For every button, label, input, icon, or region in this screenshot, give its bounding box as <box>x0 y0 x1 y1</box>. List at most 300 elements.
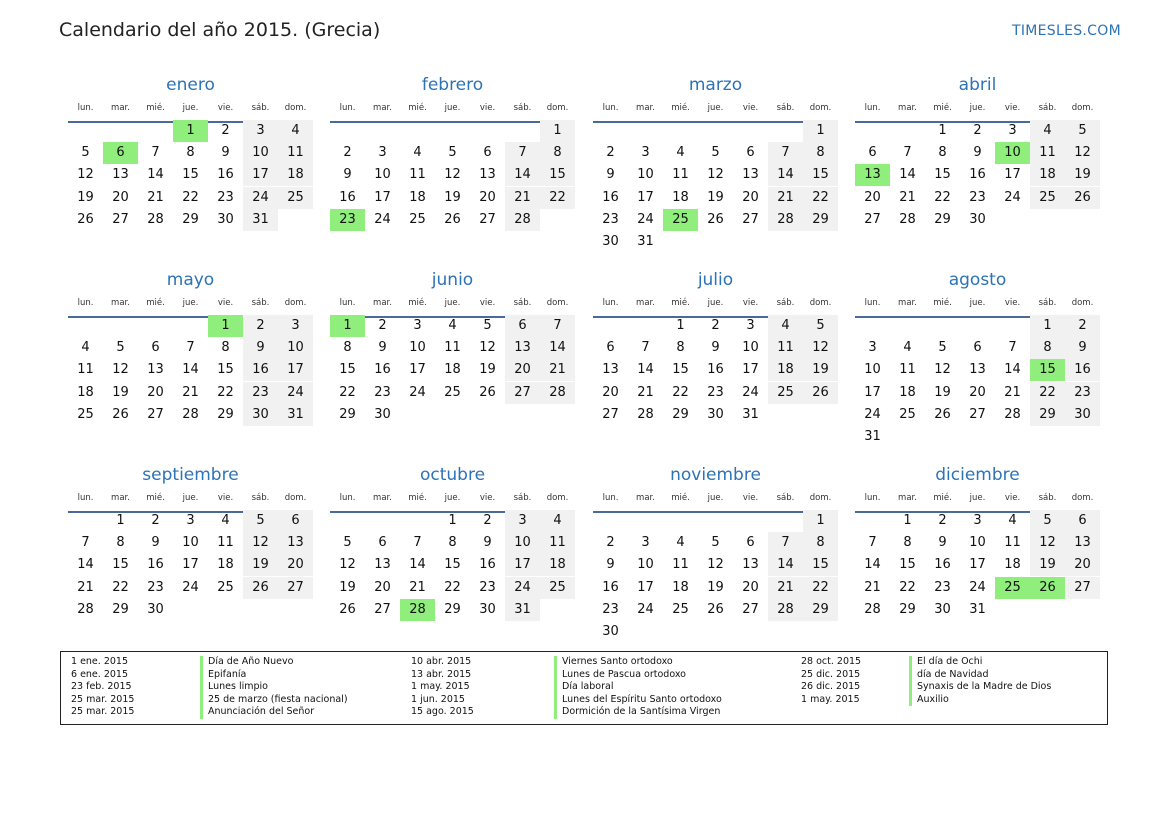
weekday-label: sáb. <box>776 493 795 503</box>
day-cell: 5 <box>448 145 457 161</box>
day-cell: 24 <box>409 384 426 400</box>
day-cell: 26 <box>803 382 838 404</box>
day-cell: 8 <box>540 142 575 164</box>
day-cell: 1 <box>903 513 912 528</box>
day-cell: 4 <box>81 340 90 356</box>
day-cell: 24 <box>637 601 654 617</box>
legend-holiday-name: Synaxis de la Madre de Dios <box>917 681 1052 692</box>
day-cell: 18 <box>217 557 234 573</box>
day-cell: 17 <box>505 554 540 576</box>
day-cell: 16 <box>339 189 356 205</box>
weekday-label: vie. <box>1004 298 1021 308</box>
day-cell: 17 <box>969 557 986 573</box>
day-cell: 25 <box>444 384 461 400</box>
month-noviembre <box>593 463 838 648</box>
day-cell: 11 <box>278 142 313 164</box>
day-cell: 19 <box>112 384 129 400</box>
weekday-label: sáb. <box>1038 493 1057 503</box>
day-cell: 8 <box>676 340 685 356</box>
day-cell: 31 <box>243 209 278 231</box>
legend-date: 10 abr. 2015 <box>411 656 472 667</box>
day-cell: 24 <box>505 577 540 599</box>
day-cell: 7 <box>1008 340 1017 356</box>
day-cell: 24 <box>1004 189 1021 205</box>
day-cell: 5 <box>711 535 720 551</box>
day-cell: 22 <box>803 187 838 209</box>
month-name: mayo <box>166 270 215 290</box>
weekday-label: vie. <box>742 103 759 113</box>
day-cell: 18 <box>768 359 803 381</box>
day-cell: 14 <box>409 557 426 573</box>
day-cell: 13 <box>479 167 496 183</box>
day-cell: 15 <box>934 167 951 183</box>
day-cell: 16 <box>707 362 724 378</box>
day-cell: 5 <box>243 510 278 532</box>
weekday-label: dom. <box>284 298 307 308</box>
day-cell: 21 <box>768 577 803 599</box>
legend-names-col-1 <box>200 656 348 719</box>
day-cell: 5 <box>81 145 90 161</box>
weekday-label: sáb. <box>251 103 270 113</box>
day-cell: 31 <box>742 406 759 422</box>
day-cell: 20 <box>278 554 313 576</box>
day-cell: 27 <box>479 211 496 227</box>
weekday-label: dom. <box>546 298 569 308</box>
day-cell: 1 <box>116 513 125 528</box>
day-cell: 12 <box>1065 142 1100 164</box>
day-cell: 19 <box>479 362 496 378</box>
month-name: enero <box>166 75 215 95</box>
day-cell: 14 <box>768 164 803 186</box>
day-cell: 28 <box>77 601 94 617</box>
day-cell: 3 <box>973 513 982 528</box>
day-cell: 25 <box>409 211 426 227</box>
day-cell: 13 <box>602 362 619 378</box>
day-cell: 26 <box>707 601 724 617</box>
day-cell: 30 <box>934 601 951 617</box>
holiday-day-cell: 26 <box>1030 577 1065 599</box>
day-cell: 29 <box>899 601 916 617</box>
day-cell: 26 <box>112 406 129 422</box>
day-cell: 29 <box>803 209 838 231</box>
day-cell: 24 <box>969 579 986 595</box>
day-cell: 27 <box>112 211 129 227</box>
day-cell: 19 <box>444 189 461 205</box>
day-cell: 20 <box>602 384 619 400</box>
day-cell: 1 <box>540 120 575 142</box>
day-cell: 18 <box>1004 557 1021 573</box>
day-cell: 10 <box>243 142 278 164</box>
day-cell: 22 <box>182 189 199 205</box>
day-cell: 18 <box>899 384 916 400</box>
day-cell: 13 <box>742 557 759 573</box>
weekday-label: sáb. <box>251 493 270 503</box>
day-cell: 20 <box>112 189 129 205</box>
day-cell: 3 <box>278 315 313 337</box>
day-cell: 9 <box>151 535 160 551</box>
day-cell: 26 <box>1065 187 1100 209</box>
weekday-label: vie. <box>217 493 234 503</box>
day-cell: 5 <box>116 340 125 356</box>
legend-holiday-name: día de Navidad <box>917 668 989 680</box>
day-cell: 5 <box>938 340 947 356</box>
day-cell: 23 <box>479 579 496 595</box>
day-cell: 5 <box>343 535 352 551</box>
weekday-label: jue. <box>707 298 724 308</box>
day-cell: 23 <box>217 189 234 205</box>
weekday-label: lun. <box>602 103 619 113</box>
day-cell: 12 <box>1030 532 1065 554</box>
day-cell: 15 <box>182 167 199 183</box>
day-cell: 23 <box>707 384 724 400</box>
day-cell: 27 <box>742 601 759 617</box>
weekday-label: mié. <box>408 493 427 503</box>
weekday-label: mar. <box>111 493 130 503</box>
day-cell: 2 <box>343 145 352 161</box>
day-cell: 14 <box>505 164 540 186</box>
day-cell: 17 <box>374 189 391 205</box>
legend-holiday-name: 25 de marzo (fiesta nacional) <box>208 693 348 705</box>
day-cell: 1 <box>803 120 838 142</box>
holiday-day-cell: 23 <box>330 209 365 231</box>
day-cell: 15 <box>672 362 689 378</box>
day-cell: 17 <box>742 362 759 378</box>
weekday-label: mar. <box>636 493 655 503</box>
weekday-label: lun. <box>339 298 356 308</box>
day-cell: 6 <box>278 510 313 532</box>
day-cell: 19 <box>77 189 94 205</box>
day-cell: 23 <box>969 189 986 205</box>
day-cell: 1 <box>1030 315 1065 337</box>
day-cell: 7 <box>868 535 877 551</box>
weekday-label: jue. <box>444 103 461 113</box>
holiday-day-cell: 6 <box>103 142 138 164</box>
day-cell: 21 <box>147 189 164 205</box>
day-cell: 23 <box>374 384 391 400</box>
weekday-label: mié. <box>146 103 165 113</box>
day-cell: 17 <box>278 359 313 381</box>
day-cell: 10 <box>182 535 199 551</box>
day-cell: 10 <box>278 337 313 359</box>
legend-holiday-name: Lunes limpio <box>208 681 268 692</box>
weekday-label: lun. <box>77 103 94 113</box>
day-cell: 17 <box>864 384 881 400</box>
day-cell: 3 <box>186 513 195 528</box>
day-cell: 4 <box>903 340 912 356</box>
day-cell: 23 <box>602 601 619 617</box>
day-cell: 29 <box>339 406 356 422</box>
day-cell: 19 <box>707 189 724 205</box>
legend-date: 1 jun. 2015 <box>411 693 465 705</box>
day-cell: 6 <box>746 535 755 551</box>
month-name: julio <box>697 270 734 290</box>
day-cell: 9 <box>938 535 947 551</box>
day-cell: 24 <box>742 384 759 400</box>
day-cell: 22 <box>672 384 689 400</box>
day-cell: 7 <box>81 535 90 551</box>
legend-date: 26 dic. 2015 <box>801 681 861 692</box>
day-cell: 25 <box>278 187 313 209</box>
day-cell: 9 <box>483 535 492 551</box>
day-cell: 18 <box>540 554 575 576</box>
day-cell: 20 <box>374 579 391 595</box>
day-cell: 26 <box>77 211 94 227</box>
holiday-day-cell: 13 <box>855 164 890 186</box>
day-cell: 9 <box>378 340 387 356</box>
day-cell: 4 <box>768 315 803 337</box>
day-cell: 28 <box>637 406 654 422</box>
weekday-label: mié. <box>933 298 952 308</box>
weekday-label: sáb. <box>513 493 532 503</box>
day-cell: 28 <box>899 211 916 227</box>
weekday-label: mié. <box>671 298 690 308</box>
legend-date: 25 mar. 2015 <box>71 706 135 717</box>
legend-date: 1 may. 2015 <box>411 681 470 692</box>
month-name: marzo <box>688 75 743 95</box>
day-cell: 28 <box>540 382 575 404</box>
day-cell: 28 <box>864 601 881 617</box>
day-cell: 3 <box>243 120 278 142</box>
day-cell: 3 <box>378 145 387 161</box>
day-cell: 1 <box>676 318 685 333</box>
day-cell: 18 <box>409 189 426 205</box>
weekday-label: dom. <box>546 493 569 503</box>
weekday-label: mié. <box>146 298 165 308</box>
day-cell: 30 <box>707 406 724 422</box>
weekday-label: sáb. <box>776 298 795 308</box>
day-cell: 10 <box>409 340 426 356</box>
day-cell: 11 <box>672 557 689 573</box>
legend-holiday-name: Auxilio <box>917 693 949 705</box>
day-cell: 17 <box>637 189 654 205</box>
legend-holiday-name: Lunes del Espíritu Santo ortodoxo <box>562 693 722 705</box>
day-cell: 18 <box>672 189 689 205</box>
weekday-label: jue. <box>182 493 199 503</box>
day-cell: 12 <box>243 532 278 554</box>
day-cell: 29 <box>182 211 199 227</box>
month-name: junio <box>431 270 474 290</box>
day-cell: 2 <box>243 315 278 337</box>
day-cell: 18 <box>444 362 461 378</box>
day-cell: 23 <box>147 579 164 595</box>
day-cell: 25 <box>77 406 94 422</box>
day-cell: 22 <box>112 579 129 595</box>
day-cell: 18 <box>672 579 689 595</box>
weekday-label: mié. <box>408 103 427 113</box>
day-cell: 11 <box>409 167 426 183</box>
header-rule <box>593 511 838 513</box>
weekday-label: vie. <box>217 298 234 308</box>
day-cell: 29 <box>934 211 951 227</box>
day-cell: 13 <box>147 362 164 378</box>
day-cell: 10 <box>742 340 759 356</box>
day-cell: 28 <box>768 209 803 231</box>
month-agosto <box>855 268 1100 453</box>
day-cell: 22 <box>444 579 461 595</box>
weekday-label: vie. <box>742 298 759 308</box>
weekday-label: jue. <box>707 103 724 113</box>
weekday-label: dom. <box>1071 298 1094 308</box>
brand-link[interactable]: TIMESLES.COM <box>1012 23 1121 39</box>
holiday-day-cell: 25 <box>995 577 1030 599</box>
weekday-label: lun. <box>864 298 881 308</box>
day-cell: 23 <box>243 382 278 404</box>
day-cell: 7 <box>768 532 803 554</box>
weekday-label: dom. <box>1071 103 1094 113</box>
day-cell: 15 <box>444 557 461 573</box>
day-cell: 6 <box>746 145 755 161</box>
weekday-label: jue. <box>969 298 986 308</box>
weekday-label: jue. <box>969 493 986 503</box>
month-name: octubre <box>419 465 486 485</box>
day-cell: 9 <box>711 340 720 356</box>
day-cell: 24 <box>637 211 654 227</box>
day-cell: 6 <box>973 340 982 356</box>
day-cell: 12 <box>77 167 94 183</box>
day-cell: 5 <box>1065 120 1100 142</box>
day-cell: 3 <box>746 318 755 333</box>
day-cell: 27 <box>278 577 313 599</box>
day-cell: 12 <box>707 557 724 573</box>
weekday-label: vie. <box>217 103 234 113</box>
day-cell: 11 <box>217 535 234 551</box>
day-cell: 8 <box>221 340 230 356</box>
legend-dates-col-2 <box>411 656 474 719</box>
day-cell: 19 <box>339 579 356 595</box>
day-cell: 15 <box>803 554 838 576</box>
holiday-day-cell: 1 <box>330 315 365 337</box>
day-cell: 8 <box>186 145 195 161</box>
day-cell: 27 <box>1065 577 1100 599</box>
day-cell: 20 <box>147 384 164 400</box>
weekday-label: vie. <box>1004 103 1021 113</box>
day-cell: 30 <box>602 624 619 639</box>
day-cell: 6 <box>868 145 877 161</box>
day-cell: 28 <box>768 599 803 621</box>
day-cell: 8 <box>343 340 352 356</box>
day-cell: 31 <box>864 429 881 444</box>
legend-holiday-name: Dormición de la Santísima Virgen <box>562 706 721 717</box>
day-cell: 24 <box>864 406 881 422</box>
day-cell: 23 <box>602 211 619 227</box>
day-cell: 4 <box>448 318 457 333</box>
day-cell: 11 <box>1030 142 1065 164</box>
day-cell: 1 <box>448 513 457 528</box>
month-octubre <box>330 463 575 648</box>
day-cell: 22 <box>1030 382 1065 404</box>
day-cell: 3 <box>413 318 422 333</box>
day-cell: 7 <box>413 535 422 551</box>
day-cell: 20 <box>479 189 496 205</box>
day-cell: 21 <box>637 384 654 400</box>
weekday-label: sáb. <box>1038 298 1057 308</box>
day-cell: 9 <box>606 167 615 183</box>
weekday-label: mié. <box>933 493 952 503</box>
day-cell: 26 <box>444 211 461 227</box>
day-cell: 15 <box>339 362 356 378</box>
weekday-label: mar. <box>373 493 392 503</box>
day-cell: 21 <box>540 359 575 381</box>
holiday-day-cell: 1 <box>173 120 208 142</box>
day-cell: 28 <box>182 406 199 422</box>
day-cell: 21 <box>182 384 199 400</box>
weekday-label: dom. <box>546 103 569 113</box>
weekday-label: vie. <box>1004 493 1021 503</box>
day-cell: 2 <box>483 513 492 528</box>
day-cell: 1 <box>803 510 838 532</box>
day-cell: 29 <box>217 406 234 422</box>
day-cell: 2 <box>973 123 982 138</box>
day-cell: 14 <box>899 167 916 183</box>
day-cell: 31 <box>637 234 654 249</box>
day-cell: 9 <box>973 145 982 161</box>
day-cell: 4 <box>1008 513 1017 528</box>
day-cell: 22 <box>217 384 234 400</box>
day-cell: 16 <box>969 167 986 183</box>
day-cell: 11 <box>672 167 689 183</box>
holiday-day-cell: 28 <box>400 599 435 621</box>
day-cell: 2 <box>378 318 387 333</box>
weekday-label: jue. <box>969 103 986 113</box>
day-cell: 21 <box>77 579 94 595</box>
day-cell: 14 <box>768 554 803 576</box>
day-cell: 17 <box>182 557 199 573</box>
day-cell: 15 <box>540 164 575 186</box>
day-cell: 31 <box>969 601 986 617</box>
month-marzo <box>593 73 838 258</box>
month-diciembre <box>855 463 1100 648</box>
weekday-label: mié. <box>671 103 690 113</box>
day-cell: 4 <box>540 510 575 532</box>
day-cell: 2 <box>938 513 947 528</box>
day-cell: 12 <box>803 337 838 359</box>
day-cell: 7 <box>505 142 540 164</box>
legend-holiday-name: Lunes de Pascua ortodoxo <box>562 668 686 680</box>
day-cell: 27 <box>602 406 619 422</box>
weekday-label: jue. <box>182 298 199 308</box>
weekday-label: mar. <box>898 298 917 308</box>
day-cell: 13 <box>374 557 391 573</box>
day-cell: 6 <box>505 315 540 337</box>
day-cell: 31 <box>278 404 313 426</box>
weekday-label: mié. <box>671 493 690 503</box>
day-cell: 3 <box>868 340 877 356</box>
legend-holiday-name: Día de Año Nuevo <box>208 656 294 667</box>
day-cell: 16 <box>934 557 951 573</box>
day-cell: 25 <box>768 382 803 404</box>
day-cell: 16 <box>479 557 496 573</box>
day-cell: 4 <box>1030 120 1065 142</box>
day-cell: 7 <box>903 145 912 161</box>
holiday-legend <box>60 651 1108 725</box>
day-cell: 17 <box>1004 167 1021 183</box>
weekday-label: lun. <box>864 493 881 503</box>
legend-date: 25 mar. 2015 <box>71 693 135 705</box>
weekday-label: mar. <box>636 103 655 113</box>
day-cell: 16 <box>1065 359 1100 381</box>
day-cell: 21 <box>768 187 803 209</box>
day-cell: 26 <box>479 384 496 400</box>
day-cell: 23 <box>934 579 951 595</box>
day-cell: 2 <box>606 535 615 551</box>
weekday-label: mar. <box>373 298 392 308</box>
weekday-label: mar. <box>636 298 655 308</box>
day-cell: 26 <box>934 406 951 422</box>
weekday-label: mar. <box>898 493 917 503</box>
day-cell: 7 <box>151 145 160 161</box>
day-cell: 16 <box>147 557 164 573</box>
month-name: febrero <box>421 75 484 95</box>
